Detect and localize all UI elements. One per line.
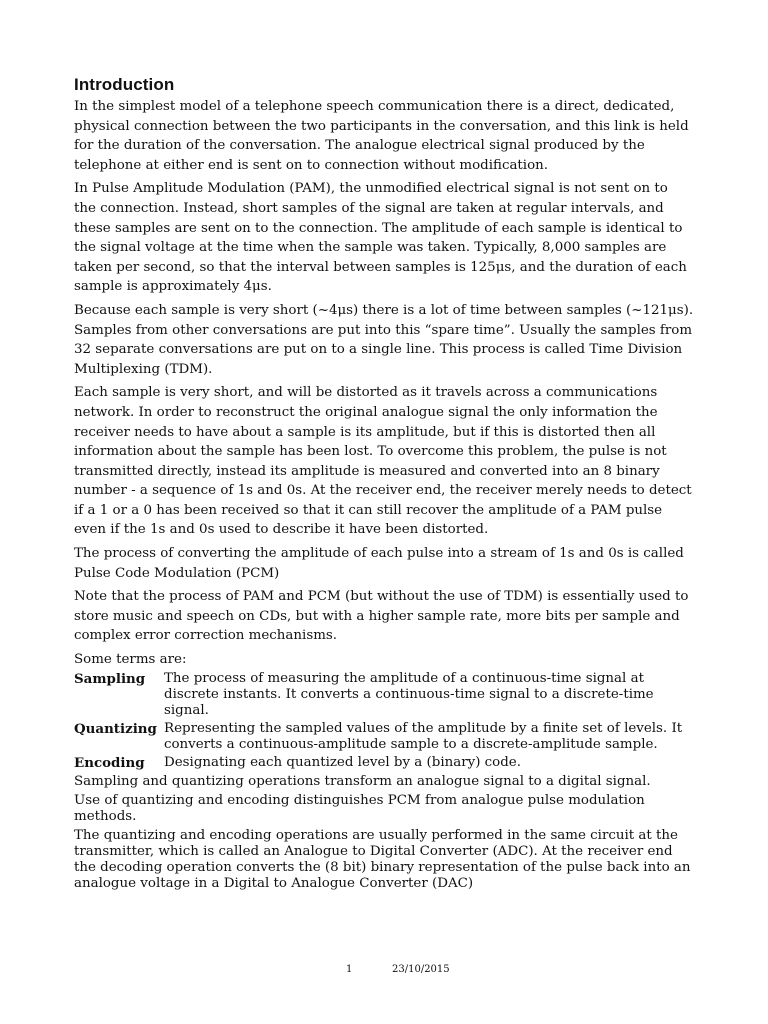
- terms-list: [74, 671, 694, 771]
- term-label: Encoding: [74, 754, 145, 771]
- term-sampling: [74, 671, 694, 719]
- paragraph-tdm: Because each sample is very short (~4μs) there is a lot of time between samples (~121μs). Samples from other conversations are put into this “spare time”. Usually the samples from 32 separate conversations are put on to a single line. This process is called Time Division Multiplexing (TDM).: [74, 302, 694, 377]
- term-definition: Designating each quantized level by a (binary) code.: [164, 754, 521, 770]
- document-body: [74, 97, 694, 895]
- page-number: 1: [346, 964, 353, 975]
- paragraph-intro: In the simplest model of a telephone speech communication there is a direct, dedicated, physical connection between the two participants in the conversation, and this link is held for the duration of the conversation. The analogue electrical signal produced by the telephone at either end is sent on to connection without modification.: [74, 99, 689, 173]
- paragraph-distortion: Each sample is very short, and will be distorted as it travels across a communications network. In order to reconstruct the original analogue signal the only information the receiver needs to have about a sample is its amplitude, but if this is distorted then all information about the sample has been lost. To overcome this problem, the pulse is not transmitted directly, instead its amplitude is measured and converted into an 8 binary number - a sequence of 1s and 0s. At the receiver end, the receiver merely needs to detect if a 1 or a 0 has been received so that it can still recover the amplitude of a PAM pulse even if the 1s and 0s used to describe it have been distorted.: [74, 385, 692, 538]
- term-definition: Representing the sampled values of the amplitude by a finite set of levels. It converts a continuous-amplitude sample to a discrete-amplitude sample.: [164, 720, 683, 752]
- term-definition: The process of measuring the amplitude of a continuous-time signal at discrete instants. It converts a continuous-time signal to a discrete-time signal.: [164, 670, 654, 718]
- term-label: Quantizing: [74, 720, 157, 737]
- paragraph-cd-note: Note that the process of PAM and PCM (but without the use of TDM) is essentially used to store music and speech on CDs, but with a higher sample rate, more bits per sample and complex error correction mechanisms.: [74, 589, 689, 644]
- term-label: Sampling: [74, 670, 146, 687]
- paragraph-pam: In Pulse Amplitude Modulation (PAM), the unmodified electrical signal is not sent on to the connection. Instead, short samples of the signal are taken at regular intervals, and these samples are sent on to the connection. The amplitude of each sample is identical to the signal voltage at the time when the sample was taken. Typically, 8,000 samples are taken per second, so that the interval between samples is 125μs, and the duration of each sample is approximately 4μs.: [74, 181, 687, 295]
- paragraph-transform: Sampling and quantizing operations transform an analogue signal to a digital signal.: [74, 773, 651, 789]
- footer-date: 23/10/2015: [392, 964, 450, 975]
- paragraph-terms-intro: Some terms are:: [74, 652, 187, 668]
- paragraph-distinguish: Use of quantizing and encoding distinguishes PCM from analogue pulse modulation methods.: [74, 792, 645, 824]
- paragraph-adc-dac: The quantizing and encoding operations are usually performed in the same circuit at the transmitter, which is called an Analogue to Digital Converter (ADC). At the receiver end the decoding operation converts the (8 bit) binary representation of the pulse back into an analogue voltage in a Digital to Analogue Converter (DAC): [74, 827, 691, 891]
- term-encoding: [74, 755, 694, 771]
- section-heading: Introduction: [74, 75, 175, 94]
- term-quantizing: [74, 721, 694, 753]
- paragraph-pcm: The process of converting the amplitude of each pulse into a stream of 1s and 0s is called Pulse Code Modulation (PCM): [74, 546, 684, 581]
